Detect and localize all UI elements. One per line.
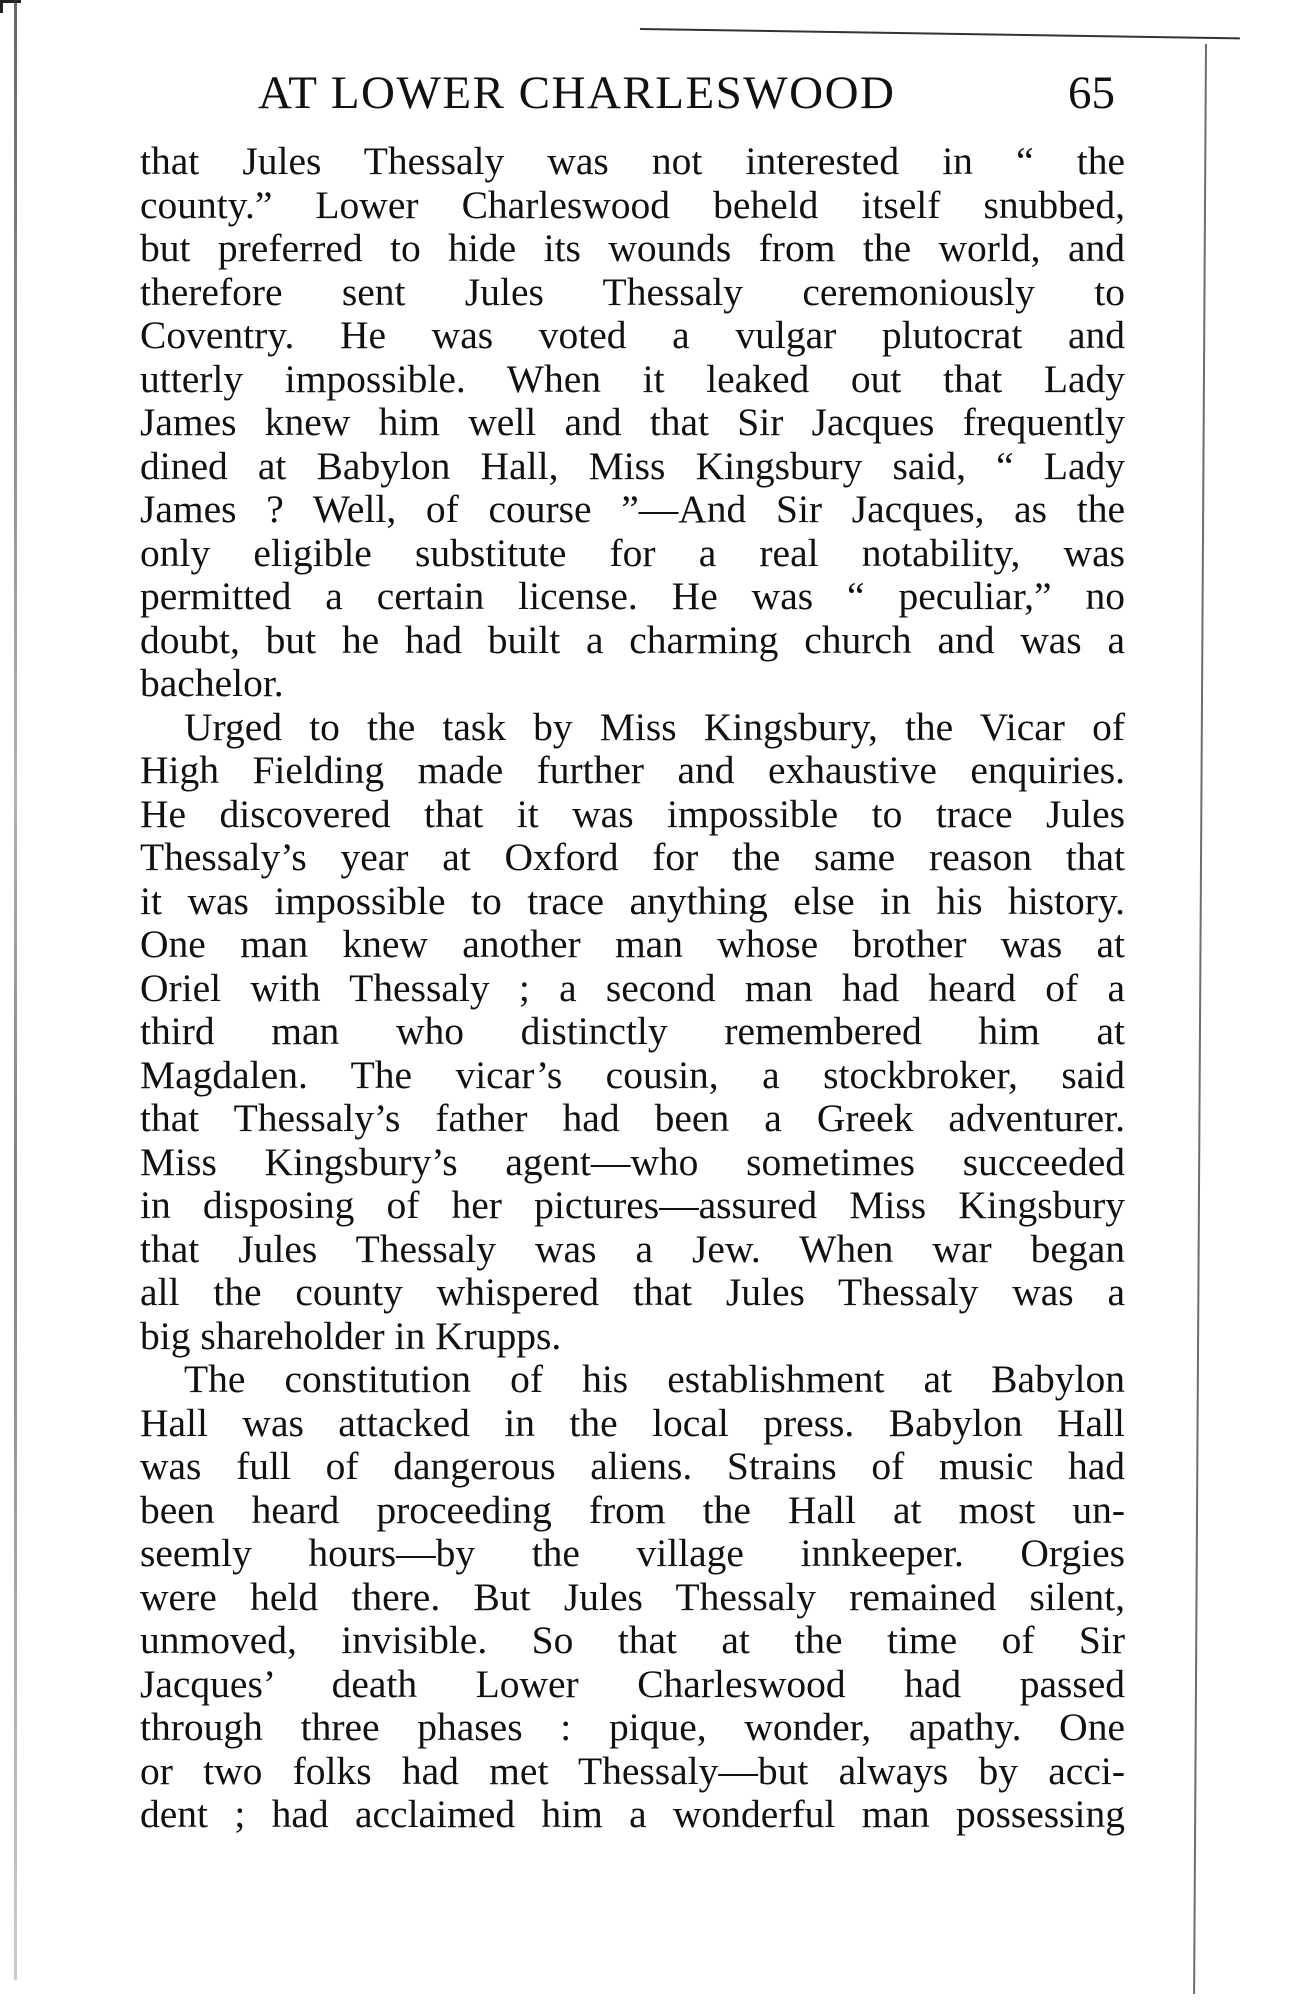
page-number: 65 bbox=[1068, 67, 1115, 119]
page-corner-mark bbox=[0, 0, 21, 13]
paragraph-start-line: The constitution of his establishment at Babylon bbox=[184, 1357, 1125, 1401]
text-line: that Jules Thessaly was not interested in “ the bbox=[140, 139, 1125, 183]
text-line: were held there. But Jules Thessaly remained silent, bbox=[140, 1574, 1125, 1619]
text-line: through three phases : pique, wonder, apathy. One bbox=[140, 1705, 1125, 1749]
text-line: been heard proceeding from the Hall at most un- bbox=[140, 1487, 1125, 1532]
text-line: only eligible substitute for a real notability, was bbox=[140, 530, 1125, 575]
text-line: Miss Kingsbury’s agent—who sometimes succeeded bbox=[140, 1139, 1125, 1184]
paragraph-start-line: Urged to the task by Miss Kingsbury, the Vicar of bbox=[184, 704, 1125, 749]
text-line: county.” Lower Charleswood beheld itself snubbed, bbox=[140, 182, 1125, 227]
body-text bbox=[140, 140, 1125, 1837]
text-line: permitted a certain license. He was “ peculiar,” no bbox=[140, 574, 1125, 618]
page-top-edge bbox=[640, 28, 1240, 39]
running-head: AT LOWER CHARLESWOOD bbox=[258, 67, 896, 119]
page-left-edge bbox=[14, 0, 17, 1980]
text-line: was full of dangerous aliens. Strains of music had bbox=[140, 1444, 1125, 1488]
text-line: Jacques’ death Lower Charleswood had passed bbox=[140, 1661, 1125, 1706]
text-line: unmoved, invisible. So that at the time of Sir bbox=[140, 1618, 1125, 1662]
paragraph-end-line: big shareholder in Krupps. bbox=[140, 1313, 562, 1358]
text-line: or two folks had met Thessaly—but always by acci- bbox=[140, 1748, 1125, 1793]
text-line: that Jules Thessaly was a Jew. When war began bbox=[140, 1226, 1125, 1271]
text-line: in disposing of her pictures—assured Miss Kingsbury bbox=[140, 1183, 1125, 1227]
text-line: Thessaly’s year at Oxford for the same reason that bbox=[140, 835, 1125, 879]
text-line: seemly hours—by the village innkeeper. Orgies bbox=[140, 1531, 1125, 1575]
paragraph-end-line: bachelor. bbox=[140, 661, 284, 705]
text-line: but preferred to hide its wounds from the world, and bbox=[140, 226, 1125, 270]
text-line: James ? Well, of course ”—And Sir Jacques, as the bbox=[140, 487, 1125, 531]
text-line: third man who distinctly remembered him at bbox=[140, 1009, 1125, 1053]
text-line: Oriel with Thessaly ; a second man had heard of a bbox=[140, 965, 1125, 1010]
text-line: doubt, but he had built a charming church and was a bbox=[140, 617, 1125, 662]
text-line: High Fielding made further and exhaustive enquiries. bbox=[140, 748, 1125, 792]
text-line: dined at Babylon Hall, Miss Kingsbury said, “ Lady bbox=[140, 443, 1125, 488]
text-line: Coventry. He was voted a vulgar plutocrat and bbox=[140, 313, 1125, 357]
text-line: Magdalen. The vicar’s cousin, a stockbroker, said bbox=[140, 1052, 1125, 1097]
text-line: One man knew another man whose brother was at bbox=[140, 922, 1125, 966]
text-line: all the county whispered that Jules Thessaly was a bbox=[140, 1270, 1125, 1314]
text-line: that Thessaly’s father had been a Greek adventurer. bbox=[140, 1096, 1125, 1140]
text-line: therefore sent Jules Thessaly ceremoniously to bbox=[140, 269, 1125, 314]
text-line: James knew him well and that Sir Jacques frequently bbox=[140, 400, 1125, 444]
text-line: Hall was attacked in the local press. Babylon Hall bbox=[140, 1400, 1125, 1445]
text-line: it was impossible to trace anything else in his history. bbox=[140, 878, 1125, 923]
text-line: dent ; had acclaimed him a wonderful man possessing bbox=[140, 1792, 1125, 1836]
page-header bbox=[140, 58, 1140, 128]
text-line: utterly impossible. When it leaked out that Lady bbox=[140, 356, 1125, 401]
text-line: He discovered that it was impossible to trace Jules bbox=[140, 791, 1125, 836]
page-right-edge bbox=[1193, 44, 1207, 1994]
